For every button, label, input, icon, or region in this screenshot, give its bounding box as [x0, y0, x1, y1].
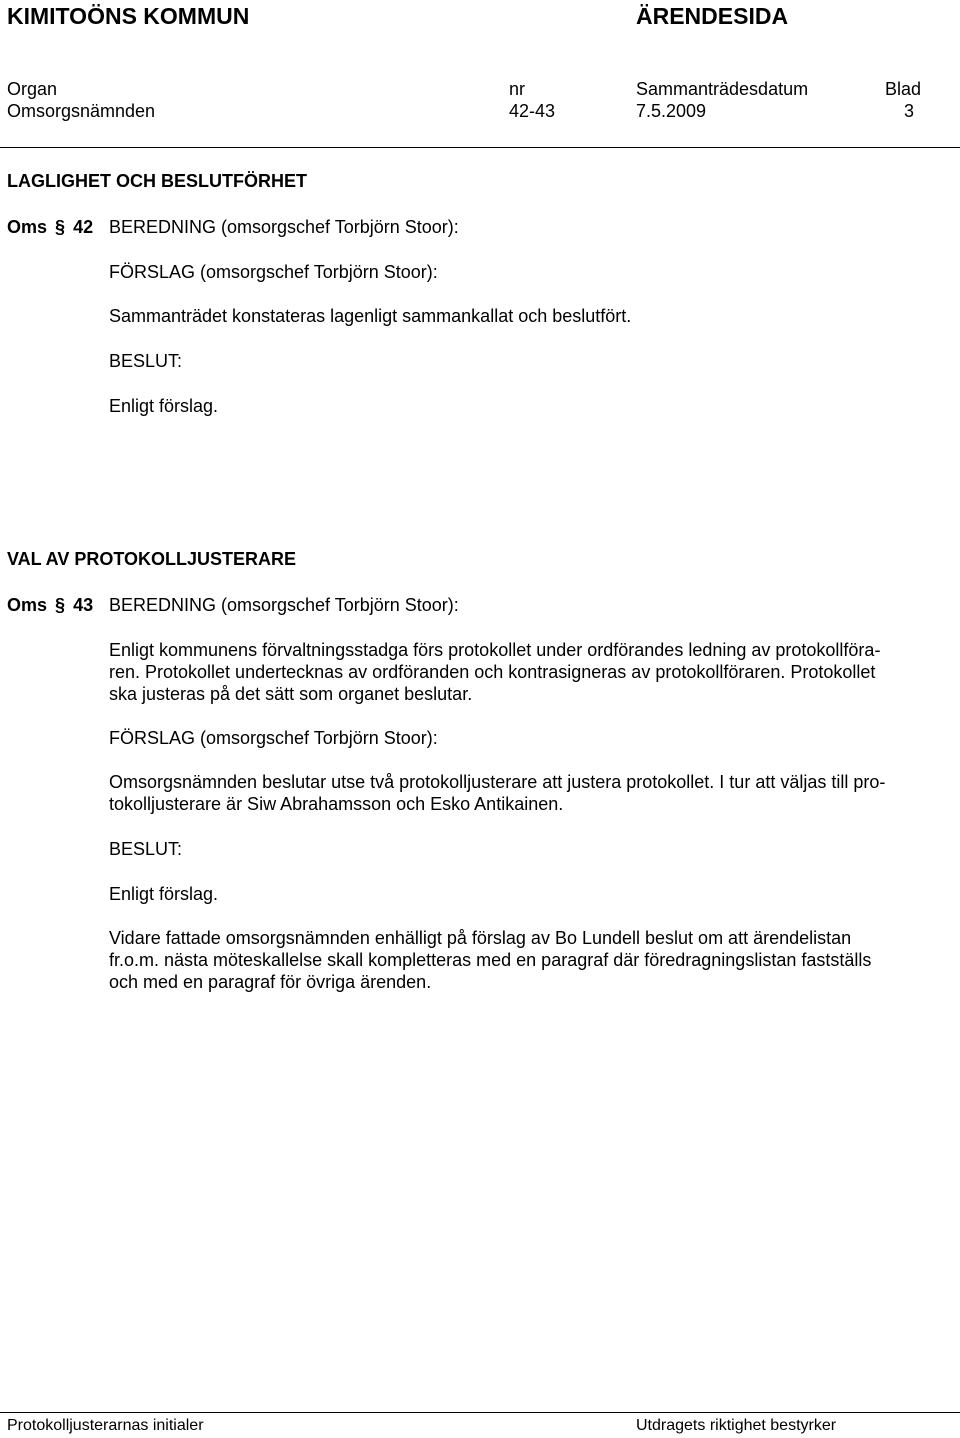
- footer-initials-label: Protokolljusterarnas initialer: [7, 1417, 204, 1434]
- section-43-beredning-text: [109, 639, 935, 705]
- section-43-beslut: Enligt förslag.: [109, 884, 219, 904]
- section-43-additional-text: [109, 927, 935, 993]
- paragraph-number: 43: [73, 595, 94, 615]
- municipality-name: KIMITOÖNS KOMMUN: [7, 3, 250, 29]
- section-42-text: Sammanträdet konstateras lagenligt sammankallat och beslutfört.: [109, 306, 632, 326]
- date-value: 7.5.2009: [636, 101, 707, 121]
- date-label: Sammanträdesdatum: [636, 79, 809, 99]
- page-value: 3: [904, 101, 915, 121]
- section-42-paragraph-ref: [7, 216, 93, 238]
- section-42-forslag: FÖRSLAG (omsorgschef Torbjörn Stoor):: [109, 262, 438, 282]
- section-43-forslag-text: [109, 771, 935, 815]
- section-42-beslut-label: BESLUT:: [109, 351, 183, 371]
- nr-label: nr: [509, 79, 526, 99]
- section-43-paragraph-ref: [7, 594, 93, 616]
- text-line: ska justeras på det sätt som organet beslutar.: [109, 684, 473, 704]
- section-43-beslut-label: BESLUT:: [109, 839, 183, 859]
- footer-certification-label: Utdragets riktighet bestyrker: [636, 1417, 837, 1434]
- text-line: Omsorgsnämnden beslutar utse två protokolljusterare att justera protokollet. I tur att väljas till pro-: [109, 772, 886, 792]
- document-type: ÄRENDESIDA: [636, 3, 789, 29]
- organ-value: Omsorgsnämnden: [7, 101, 156, 121]
- section-42-title: LAGLIGHET OCH BESLUTFÖRHET: [7, 171, 307, 191]
- organ-label: Organ: [7, 79, 58, 99]
- text-line: tokolljusterare är Siw Abrahamsson och Esko Antikainen.: [109, 794, 564, 814]
- nr-value: 42-43: [509, 101, 556, 121]
- text-line: Vidare fattade omsorgsnämnden enhälligt på förslag av Bo Lundell beslut om att ärendelistan: [109, 928, 852, 948]
- paragraph-number: 42: [73, 217, 94, 237]
- footer-divider: [0, 1412, 960, 1413]
- paragraph-prefix: Oms: [7, 217, 48, 237]
- text-line: och med en paragraf för övriga ärenden.: [109, 972, 432, 992]
- section-42-beredning: BEREDNING (omsorgschef Torbjörn Stoor):: [109, 217, 459, 237]
- text-line: ren. Protokollet undertecknas av ordföranden och kontrasigneras av protokollföraren. Protokollet: [109, 662, 876, 682]
- paragraph-symbol: §: [55, 217, 66, 237]
- text-line: fr.o.m. nästa möteskallelse skall kompletteras med en paragraf där föredragningslistan fastställs: [109, 950, 872, 970]
- section-43-beredning: BEREDNING (omsorgschef Torbjörn Stoor):: [109, 595, 459, 615]
- section-43-forslag: FÖRSLAG (omsorgschef Torbjörn Stoor):: [109, 728, 438, 748]
- page-label: Blad: [885, 79, 922, 99]
- section-43-title: VAL AV PROTOKOLLJUSTERARE: [7, 549, 297, 569]
- text-line: Enligt kommunens förvaltningsstadga förs protokollet under ordförandes ledning av protokollföra-: [109, 640, 881, 660]
- header-divider: [0, 147, 960, 148]
- paragraph-prefix: Oms: [7, 595, 48, 615]
- section-42-beslut: Enligt förslag.: [109, 396, 219, 416]
- paragraph-symbol: §: [55, 595, 66, 615]
